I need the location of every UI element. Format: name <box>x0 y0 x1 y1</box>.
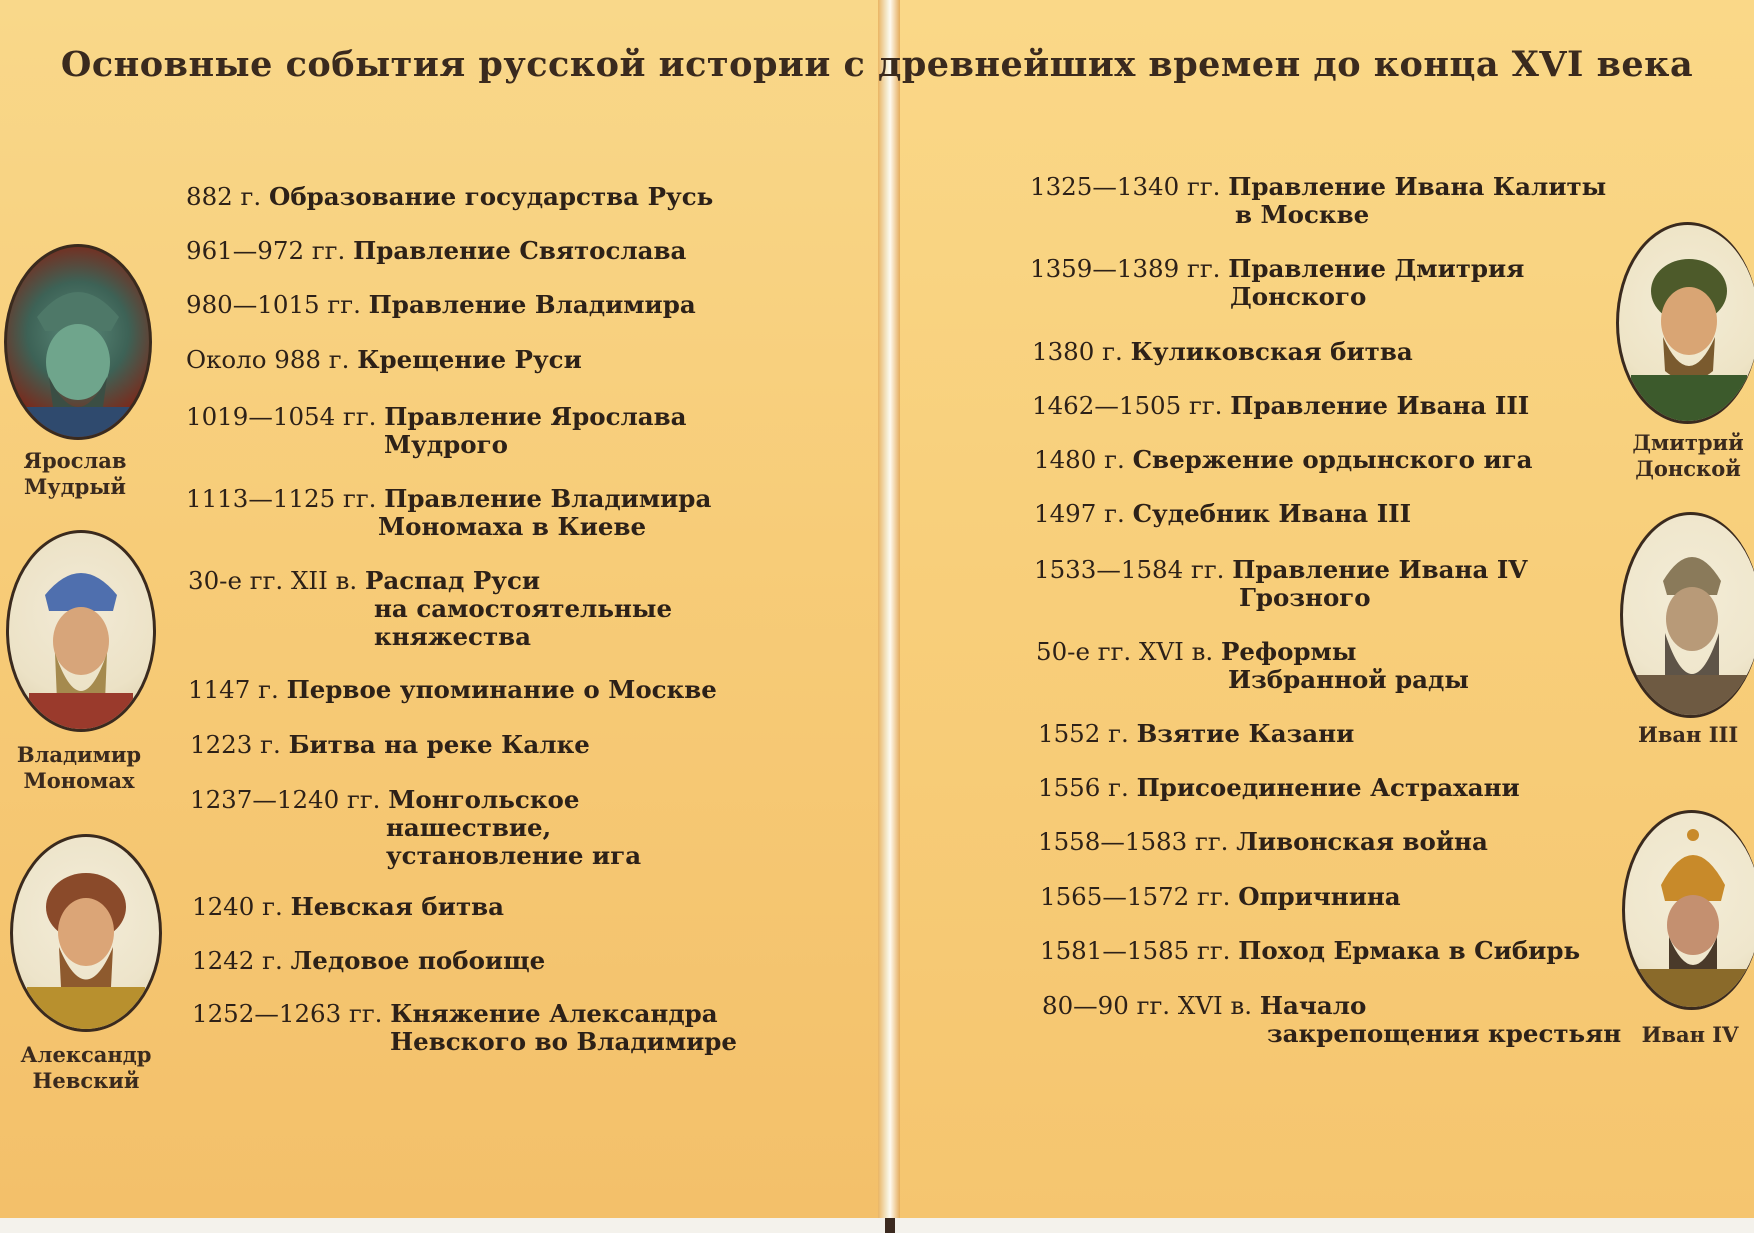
event-text-cont: в Москве <box>1235 200 1370 229</box>
event-text: Ледовое побоище <box>290 946 546 975</box>
event-date: 1462—1505 гг. <box>1032 391 1223 420</box>
event-date: 1242 г. <box>192 946 283 975</box>
event-text: Реформы <box>1220 637 1357 666</box>
event-date: 1019—1054 гг. <box>186 402 377 431</box>
event-text: Взятие Казани <box>1136 719 1355 748</box>
portrait-vladimir <box>6 530 156 732</box>
caption-line: Дмитрий <box>1632 430 1744 455</box>
caption-line: Невский <box>32 1068 140 1093</box>
event-left-9 <box>190 786 641 870</box>
event-date: 1252—1263 гг. <box>192 999 383 1028</box>
event-text-cont: на самостоятельные <box>374 594 673 623</box>
event-date: 1533—1584 гг. <box>1034 555 1225 584</box>
caption-line: Ярослав <box>23 448 127 473</box>
event-date: 1147 г. <box>188 675 279 704</box>
event-date: 30-е гг. XII в. <box>188 566 358 595</box>
portrait-alexander <box>10 834 162 1032</box>
event-left-2 <box>186 291 696 319</box>
book-spine <box>878 0 900 1218</box>
event-text-cont: Невского во Владимире <box>390 1027 738 1056</box>
event-text: Правление Владимира <box>384 484 712 513</box>
dmitry-face-icon <box>1619 225 1754 421</box>
event-right-8 <box>1038 720 1354 748</box>
event-text: Правление Ивана III <box>1230 391 1530 420</box>
event-text: Судебник Ивана III <box>1132 499 1412 528</box>
event-left-5 <box>186 485 711 541</box>
event-right-2 <box>1032 338 1413 366</box>
event-left-6 <box>188 567 672 651</box>
caption-line: Иван IV <box>1641 1022 1739 1047</box>
event-text-cont: установление ига <box>386 841 642 870</box>
vladimir-face-icon <box>9 533 153 729</box>
event-date: Около 988 г. <box>186 345 350 374</box>
caption-yaroslav <box>0 448 150 500</box>
event-right-0 <box>1030 173 1606 229</box>
event-right-6 <box>1034 556 1527 612</box>
event-date: 961—972 гг. <box>186 236 346 265</box>
event-date: 1240 г. <box>192 892 283 921</box>
event-left-3 <box>186 346 582 374</box>
caption-line: Мономах <box>23 768 135 793</box>
event-text: Начало <box>1259 991 1367 1020</box>
event-date: 1497 г. <box>1034 499 1125 528</box>
event-text: Правление Святослава <box>353 236 687 265</box>
event-date: 882 г. <box>186 182 262 211</box>
event-text: Распад Руси <box>364 566 541 595</box>
event-text: Первое упоминание о Москве <box>286 675 717 704</box>
event-right-13 <box>1042 992 1621 1048</box>
event-date: 1480 г. <box>1034 445 1125 474</box>
event-text: Свержение ордынского ига <box>1132 445 1533 474</box>
event-date: 1552 г. <box>1038 719 1129 748</box>
event-date: 1223 г. <box>190 730 281 759</box>
event-right-5 <box>1034 500 1411 528</box>
event-date: 1556 г. <box>1038 773 1129 802</box>
event-text: Битва на реке Калке <box>288 730 590 759</box>
caption-vladimir <box>0 742 158 794</box>
event-left-0 <box>186 183 713 211</box>
event-left-10 <box>192 893 504 921</box>
event-text-cont: нашествие, <box>386 813 552 842</box>
event-right-3 <box>1032 392 1529 420</box>
event-right-1 <box>1030 255 1524 311</box>
event-text: Ливонская война <box>1236 827 1488 856</box>
event-date: 1325—1340 гг. <box>1030 172 1221 201</box>
portrait-yaroslav <box>4 244 152 440</box>
event-text: Монгольское <box>388 785 580 814</box>
caption-line: Иван III <box>1638 722 1739 747</box>
caption-line: Донской <box>1635 456 1741 481</box>
event-text-cont: княжества <box>374 622 532 651</box>
event-text-cont: Донского <box>1230 282 1367 311</box>
event-left-8 <box>190 731 590 759</box>
event-right-12 <box>1040 937 1580 965</box>
bottom-strip <box>0 1218 1754 1233</box>
event-text: Невская битва <box>290 892 505 921</box>
event-date: 1558—1583 гг. <box>1038 827 1229 856</box>
event-text: Опричнина <box>1238 882 1401 911</box>
event-left-4 <box>186 403 687 459</box>
caption-ivan4 <box>1640 1022 1740 1048</box>
caption-line: Мудрый <box>24 474 126 499</box>
event-right-10 <box>1038 828 1488 856</box>
event-text-cont: Мономаха в Киеве <box>378 512 647 541</box>
event-right-9 <box>1038 774 1520 802</box>
event-text: Правление Ярослава <box>384 402 687 431</box>
event-left-7 <box>188 676 717 704</box>
event-right-4 <box>1034 446 1533 474</box>
event-date: 1359—1389 гг. <box>1030 254 1221 283</box>
caption-dmitry <box>1628 430 1748 482</box>
caption-alexander <box>8 1042 164 1094</box>
event-left-12 <box>192 1000 737 1056</box>
portrait-ivan3 <box>1620 512 1754 718</box>
event-text-cont: Избранной рады <box>1228 665 1469 694</box>
event-text: Крещение Руси <box>357 345 582 374</box>
event-right-11 <box>1040 883 1401 911</box>
event-left-1 <box>186 237 686 265</box>
event-date: 1237—1240 гг. <box>190 785 381 814</box>
event-date: 50-е гг. XVI в. <box>1036 637 1214 666</box>
event-text: Правление Ивана IV <box>1232 555 1528 584</box>
ivan4-face-icon <box>1625 813 1754 1007</box>
event-left-11 <box>192 947 545 975</box>
event-date: 80—90 гг. XVI в. <box>1042 991 1253 1020</box>
event-date: 980—1015 гг. <box>186 290 361 319</box>
caption-line: Александр <box>20 1042 152 1067</box>
portrait-dmitry <box>1616 222 1754 424</box>
event-text: Правление Ивана Калиты <box>1228 172 1607 201</box>
alexander-face-icon <box>13 837 159 1029</box>
caption-ivan3 <box>1638 722 1738 748</box>
event-text: Правление Дмитрия <box>1228 254 1525 283</box>
event-date: 1581—1585 гг. <box>1040 936 1231 965</box>
event-text: Куликовская битва <box>1130 337 1413 366</box>
event-text-cont: Грозного <box>1239 583 1371 612</box>
event-date: 1565—1572 гг. <box>1040 882 1231 911</box>
page-title: Основные события русской истории с древнейших времен до конца XVI века <box>60 44 1694 85</box>
caption-line: Владимир <box>16 742 142 767</box>
event-text: Образование государства Русь <box>268 182 714 211</box>
event-text: Присоединение Астрахани <box>1136 773 1520 802</box>
event-text-cont: Мудрого <box>384 430 508 459</box>
event-text: Поход Ермака в Сибирь <box>1238 936 1581 965</box>
yaroslav-face-icon <box>7 247 149 437</box>
event-date: 1380 г. <box>1032 337 1123 366</box>
event-text: Правление Владимира <box>368 290 696 319</box>
event-right-7 <box>1036 638 1469 694</box>
event-date: 1113—1125 гг. <box>186 484 377 513</box>
event-text-cont: закрепощения крестьян <box>1267 1019 1622 1048</box>
event-text: Княжение Александра <box>390 999 718 1028</box>
ivan3-face-icon <box>1623 515 1754 715</box>
portrait-ivan4 <box>1622 810 1754 1010</box>
